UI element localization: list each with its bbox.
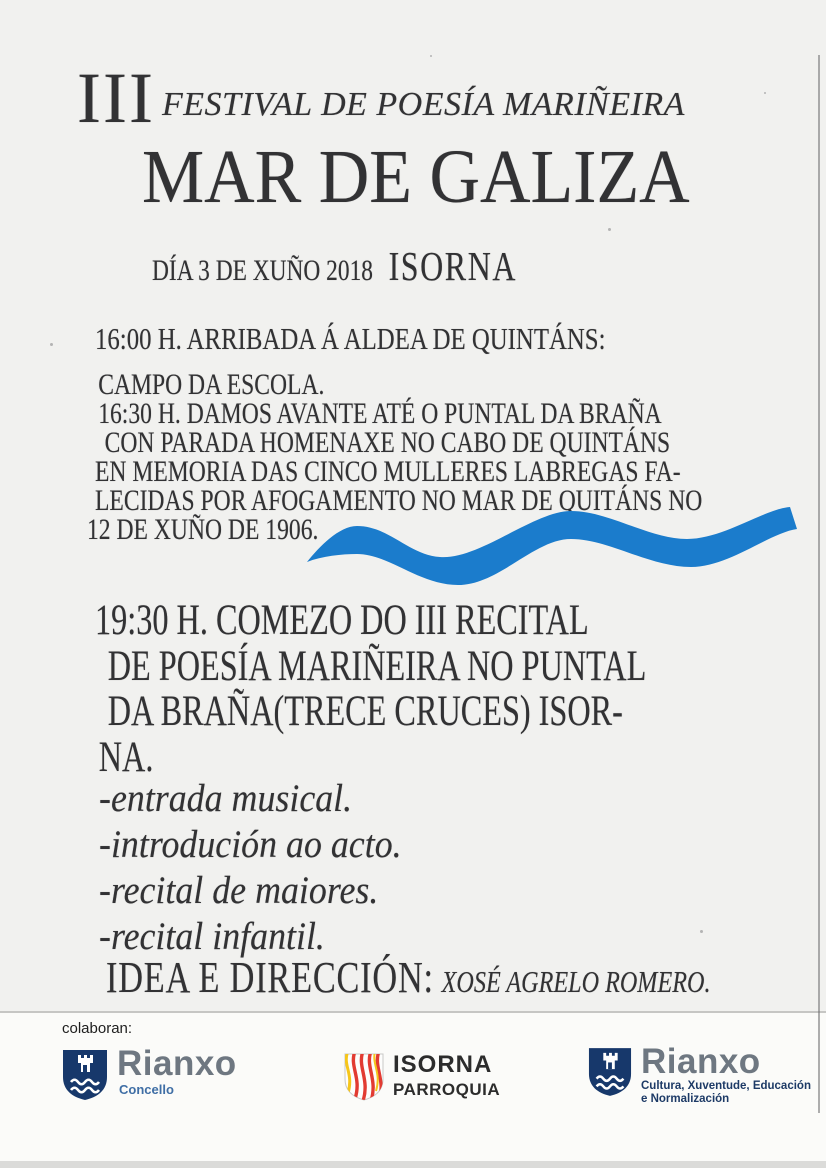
main-title: MAR DE GALIZA xyxy=(142,135,690,219)
logo-name: Rianxo xyxy=(641,1042,761,1081)
program-item: -recital de maiores. xyxy=(99,869,379,912)
program-list xyxy=(99,776,402,960)
recital-line: DA BRAÑA(TRECE CRUCES) ISOR- xyxy=(107,688,623,735)
logo-subtitle xyxy=(641,1080,811,1106)
scan-speck xyxy=(764,92,766,94)
credits-line xyxy=(106,953,711,1002)
scan-speck xyxy=(430,55,432,57)
logo-name: ISORNA xyxy=(393,1051,493,1078)
scan-edge-line xyxy=(818,55,820,1113)
recital-line: DE POESÍA MARIÑEIRA NO PUNTAL xyxy=(107,642,647,690)
rianxo-shield-icon xyxy=(588,1047,632,1097)
recital-line: NA. xyxy=(98,733,154,781)
date-text: DÍA 3 DE XUÑO 2018 xyxy=(152,254,373,287)
isorna-shield-icon xyxy=(344,1053,384,1101)
logo-subtitle-line: e Normalización xyxy=(641,1093,730,1105)
program-item: -entrada musical. xyxy=(99,777,353,820)
logo-rianxo-cultura xyxy=(588,1042,811,1106)
edition-number: III xyxy=(77,58,155,138)
logo-isorna-parroquia xyxy=(344,1053,500,1101)
program-item: -introdución ao acto. xyxy=(99,823,402,866)
logo-subtitle: Concello xyxy=(119,1082,174,1097)
logo-name: Rianxo xyxy=(117,1044,237,1083)
location-text: ISORNA xyxy=(388,243,518,289)
scan-speck xyxy=(700,930,703,933)
schedule-line: EN MEMORIA DAS CINCO MULLERES LABREGAS FA- xyxy=(95,456,681,488)
scan-bottom-band xyxy=(0,1161,826,1168)
logo-rianxo-concello xyxy=(62,1044,237,1101)
schedule-line: CON PARADA HOMENAXE NO CABO DE QUINTÁNS xyxy=(104,427,671,459)
tower-door xyxy=(608,1062,612,1069)
date-line xyxy=(152,244,517,289)
schedule-line: LECIDAS POR AFOGAMENTO NO MAR DE QUITÁNS NO xyxy=(95,485,703,517)
wave-shape xyxy=(307,507,797,585)
logo-subtitle: PARROQUIA xyxy=(393,1080,501,1099)
wave-graphic xyxy=(291,499,807,599)
credits-name: XOSÉ AGRELO ROMERO. xyxy=(441,964,711,999)
tower-door xyxy=(83,1065,87,1072)
schedule-line: 16:00 H. ARRIBADA Á ALDEA DE QUINTÁNS: xyxy=(95,321,606,356)
scan-speck xyxy=(608,228,611,231)
festival-title: FESTIVAL DE POESÍA MARIÑEIRA xyxy=(162,86,685,123)
schedule-line: CAMPO DA ESCOLA. xyxy=(98,369,325,401)
schedule-line: 12 DE XUÑO DE 1906. xyxy=(87,514,319,546)
scan-speck xyxy=(50,343,53,346)
logo-subtitle-line: Cultura, Xuventude, Educación xyxy=(641,1080,811,1092)
credits-label: IDEA E DIRECCIÓN: xyxy=(106,953,434,1002)
recital-line: 19:30 H. COMEZO DO III RECITAL xyxy=(95,597,589,644)
collaborators-label: colaboran: xyxy=(62,1020,133,1037)
program-item: -recital infantil. xyxy=(99,915,325,958)
schedule-line: 16:30 H. DAMOS AVANTE ATÉ O PUNTAL DA BRAÑA xyxy=(98,398,662,430)
rianxo-shield-icon xyxy=(62,1049,108,1101)
recital-block xyxy=(95,598,646,780)
